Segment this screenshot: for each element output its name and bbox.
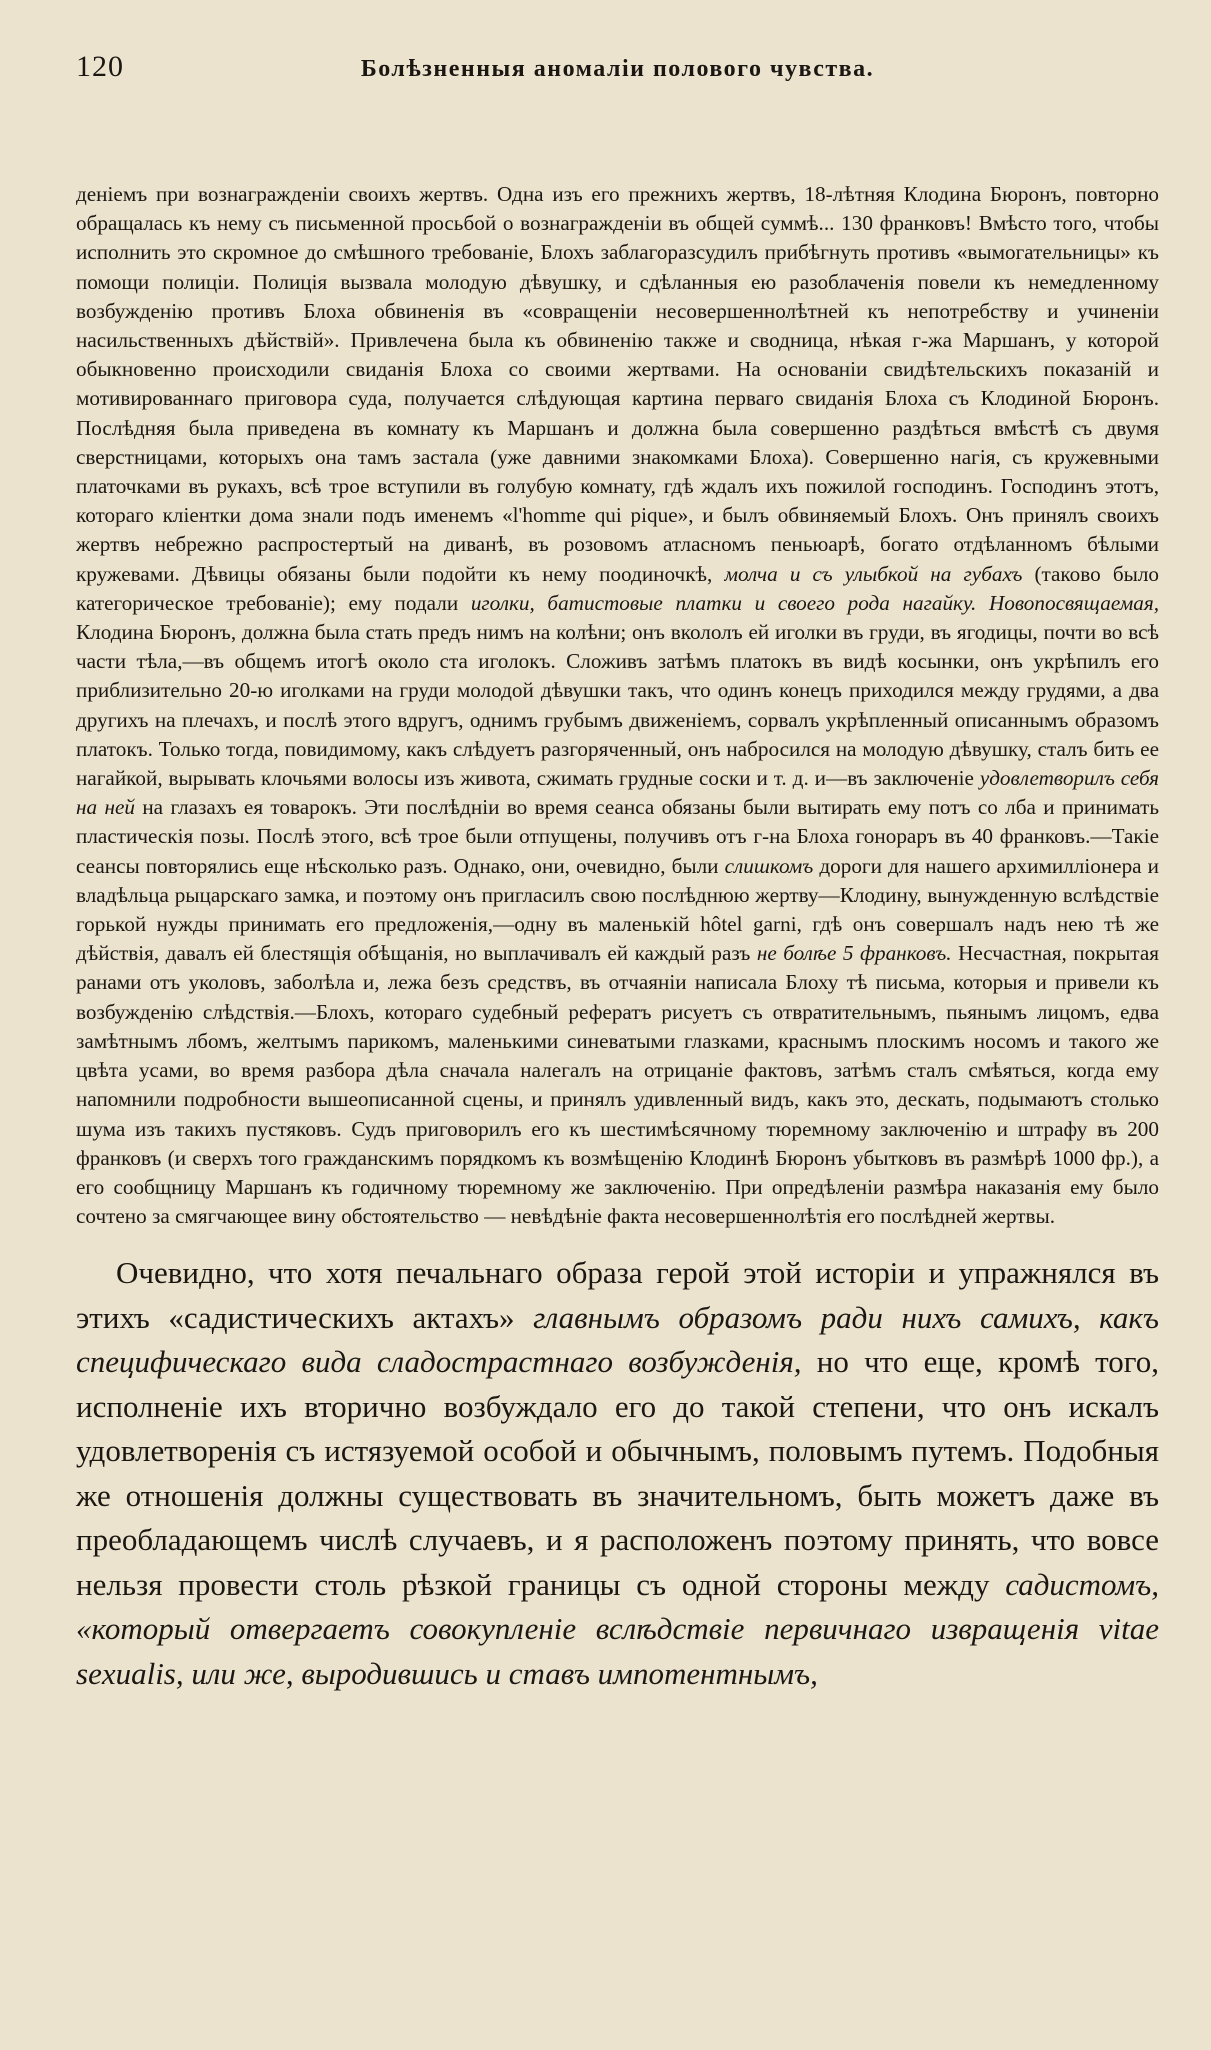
text-run: (таково было категорическое требованіе); ему подали	[76, 561, 1160, 615]
page-header	[76, 50, 1159, 106]
running-title: Болѣзненныя аномаліи полового чувства.	[360, 56, 875, 82]
case-report-text	[76, 180, 1159, 1231]
italic-run: не болѣе 5 франковъ.	[756, 941, 952, 966]
text-run: Несчастная, покрытая ранами отъ уколовъ, заболѣла и, лежа безъ средствъ, въ отчаяніи написала Блоху тѣ письма, которыя и привели къ возбужденію слѣдствія.—Блохъ, котораго судебный рефератъ рисуетъ съ отвратительнымъ, пьянымъ лицомъ, едва замѣтнымъ лбомъ, желтымъ парикомъ, маленькими синеватыми глазками, краснымъ плоскимъ носомъ и такого же цвѣта усами, во время разбора дѣла сначала налегалъ на отрицаніе фактовъ, затѣмъ сталъ смѣяться, когда ему напомнили подробности вышеописанной сцены, и принялъ удивленный видъ, какъ это, дескать, подымаютъ столько шума изъ такихъ пустяковъ. Судъ приговорилъ его къ шестимѣсячному тюремному заключенію и штрафу въ 200 франковъ (и сверхъ того гражданскимъ порядкомъ къ возмѣщенію Клодинѣ Бюронъ убытковъ въ размѣрѣ 1000 фр.), а его сообщницу Маршанъ къ годичному тюремному же заключенію. При опредѣленіи размѣра наказанія ему было сочтено за смягчающее вину обстоятельство — невѣдѣніе факта несовершеннолѣтія его послѣдней жертвы.	[76, 941, 1159, 1229]
italic-run: удовлетворилъ себя на ней	[76, 766, 1159, 820]
text-run: дороги для нашего архимилліонера и владѣльца рыцарскаго замка, и поэтому онъ пригласилъ свою послѣднюю жертву—Клодину, вынужденную вслѣдствіе горькой нужды принимать его предложенія,—одну въ маленькій hôtel garni, гдѣ онъ совершалъ надъ нею тѣ же дѣйствія, давалъ ей блестящія обѣщанія, но выплачивалъ ей каждый разъ	[76, 853, 1159, 966]
text-run: деніемъ при вознагражденіи своихъ жертвъ. Одна изъ его прежнихъ жертвъ, 18-лѣтняя Клодина Бюронъ, повторно обращалась къ нему съ письменной просьбой о вознагражденіи въ общей суммѣ... 130 франковъ! Вмѣсто того, чтобы исполнить это скромное до смѣшного требованіе, Блохъ заблагоразсудилъ прибѣгнуть противъ «вымогательницы» къ помощи полиціи. Полиція вызвала молодую дѣвушку, и сдѣланныя ею разоблаченія повели къ немедленному возбужденію противъ Блоха обвиненія въ «совращеніи несовершеннолѣтней къ непотребству и учиненіи насильственныхъ дѣйствій». Привлечена была къ обвиненію также и сводница, нѣкая г-жа Маршанъ, у которой обыкновенно происходили свиданія Блоха со своими жертвами. На основаніи свидѣтельскихъ показаній и мотивированнаго приговора суда, получается слѣдующая картина перваго свиданія Блоха съ Клодиной Бюронъ. Послѣдняя была приведена въ комнату къ Маршанъ и должна была совершенно раздѣться вмѣстѣ съ двумя сверстницами, которыхъ она тамъ застала (уже давними знакомками Блоха). Совершенно нагія, съ кружевными платочками въ рукахъ, всѣ трое вступили въ голубую комнату, гдѣ ждалъ ихъ пожилой господинъ. Господинъ этотъ, котораго кліентки дома знали подъ именемъ «l'homme qui pique», и былъ обвиняемый Блохъ. Онъ принялъ своихъ жертвъ небрежно распростертый на диванѣ, въ розовомъ атласномъ пеньюарѣ, богато отдѣланномъ бѣлыми кружевами. Дѣвицы обязаны были подойти къ нему поодиночкѣ,	[76, 182, 1159, 586]
case-report-paragraph	[76, 180, 1159, 1231]
text-run: на глазахъ ея товарокъ. Эти послѣдніи во время сеанса обязаны были вытирать ему потъ со лба и принимать пластическія позы. Послѣ этого, всѣ трое были отпущены, получивъ отъ г-на Блоха гонораръ въ 40 франковъ.—Такіе сеансы повторялись еще нѣсколько разъ. Однако, они, очевидно, были	[76, 795, 1159, 878]
text-run: Клодина Бюронъ, должна была стать предъ нимъ на колѣни; онъ вкололъ ей иголки въ груди, въ ягодицы, почти во всѣ части тѣла,—въ общемъ итогѣ около ста иголокъ. Сложивъ затѣмъ платокъ въ видѣ косынки, онъ укрѣпилъ его приблизительно 20-ю иголками на груди молодой дѣвушки такъ, что одинъ конецъ приходился между грудями, а два другихъ на плечахъ, и послѣ этого вдругъ, однимъ грубымъ движеніемъ, сорвалъ укрѣпленный описаннымъ образомъ платокъ. Только тогда, повидимому, какъ слѣдуетъ разгоряченный, онъ набросился на молодую дѣвушку, сталъ бить ее нагайкой, вырывать клочьями волосы изъ живота, сжимать грудные соски и т. д. и—въ заключеніе	[76, 620, 1159, 791]
text-run: но что еще, кромѣ того, исполненіе ихъ вторично возбуждало его до такой степени, что онъ искалъ удовлетворенія съ истязуемой особой и обычнымъ, половымъ путемъ. Подобныя же отношенія должны существовать въ значительномъ, быть можетъ даже въ преобладающемъ числѣ случаевъ, и я расположенъ поэтому принять, что вовсе нельзя провести столь рѣзкой границы съ одной стороны между	[76, 1344, 1159, 1602]
text-run: Очевидно, что хотя печальнаго образа герой этой исторіи и упражнялся въ этихъ «садистическихъ актахъ»	[76, 1255, 1159, 1335]
main-paragraph	[76, 1251, 1159, 1696]
italic-run: слишкомъ	[724, 853, 814, 878]
italic-run: иголки, батистовые платки и своего рода нагайку. Новопосвящаемая,	[470, 590, 1159, 615]
page-number: 120	[76, 50, 124, 83]
italic-run: молча и съ улыбкой на губахъ	[724, 561, 1023, 586]
italic-run: главнымъ образомъ ради нихъ самихъ, какъ специфическаго вида сладострастнаго возбужденія,	[76, 1299, 1159, 1380]
main-text	[76, 1251, 1159, 1696]
italic-run: садистомъ, «который отвергаетъ совокупленіе вслѣдствіе первичнаго извращенія vitae sexualis, или же, выродившись и ставъ импотентнымъ,	[76, 1566, 1159, 1691]
